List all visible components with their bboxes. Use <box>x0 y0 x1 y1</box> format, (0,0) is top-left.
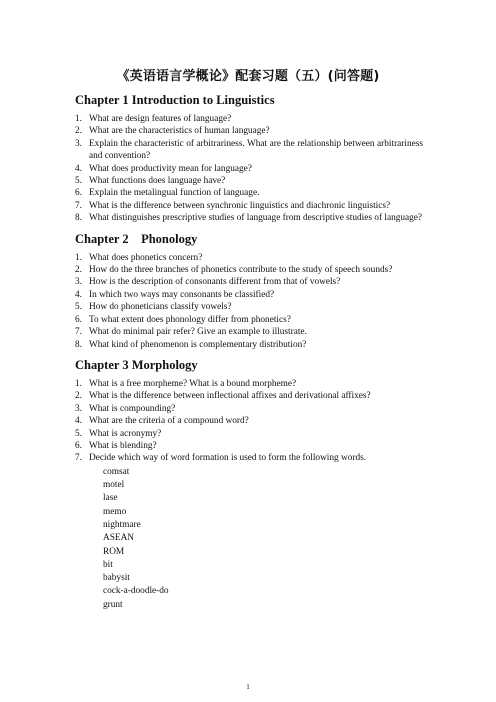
question-number: 7. <box>75 453 82 464</box>
word-item: nightmare <box>103 519 141 530</box>
question-item <box>75 175 423 187</box>
question-item <box>75 163 423 175</box>
question-text: What do minimal pair refer? Give an example to illustrate. <box>89 327 307 338</box>
question-number: 3. <box>75 403 82 414</box>
word-item: bit <box>103 559 113 570</box>
question-item <box>75 264 423 276</box>
word-item: ASEAN <box>103 533 134 544</box>
question-text: What are design features of language? <box>89 114 232 124</box>
question-item <box>75 301 423 313</box>
question-number: 4. <box>75 163 82 174</box>
question-item <box>75 390 423 402</box>
word-item: grunt <box>103 599 123 610</box>
question-number: 6. <box>75 188 82 199</box>
question-number: 5. <box>75 302 82 313</box>
question-number: 7. <box>75 200 82 211</box>
question-text: What is acronymy? <box>89 428 162 439</box>
question-number: 7. <box>75 327 82 338</box>
question-text: What kind of phenomenon is complementary distribution? <box>89 339 307 350</box>
question-text: What is blending? <box>89 440 157 451</box>
question-item <box>75 138 423 163</box>
document-content <box>75 92 423 618</box>
chapter-heading: Chapter 2 Phonology <box>75 231 198 246</box>
question-text: How is the description of consonants different from that of vowels? <box>89 277 341 288</box>
question-text: What are the criteria of a compound word? <box>89 416 249 427</box>
word-list <box>89 466 423 612</box>
question-number: 8. <box>75 339 82 350</box>
question-item <box>75 314 423 326</box>
question-number: 1. <box>75 378 82 389</box>
word-item: memo <box>103 506 127 517</box>
question-list <box>75 252 423 351</box>
question-item <box>75 187 423 199</box>
question-text: What is a free morpheme? What is a bound morpheme? <box>89 378 297 389</box>
question-number: 8. <box>75 213 82 224</box>
question-number: 2. <box>75 126 82 137</box>
chapter-heading: Chapter 3 Morphology <box>75 357 198 372</box>
question-number: 3. <box>75 277 82 288</box>
question-item <box>75 378 423 390</box>
question-item <box>75 252 423 264</box>
question-text: How do the three branches of phonetics contribute to the study of speech sounds? <box>89 265 393 276</box>
word-item: ROM <box>103 546 125 557</box>
question-item <box>75 125 423 137</box>
question-number: 1. <box>75 252 82 263</box>
word-item: lase <box>103 493 118 504</box>
chapter-heading: Chapter 1 Introduction to Linguistics <box>75 93 275 107</box>
word-item: comsat <box>103 466 130 477</box>
question-number: 2. <box>75 265 82 276</box>
word-item: babysit <box>103 573 130 584</box>
question-number: 5. <box>75 428 82 439</box>
question-text: How do phoneticians classify vowels? <box>89 302 232 313</box>
question-text: Explain the metalingual function of language. <box>89 188 260 199</box>
word-item: motel <box>103 480 125 491</box>
question-item <box>75 276 423 288</box>
question-text: Explain the characteristic of arbitrariness. What are the relationship between arbitrariness and convention? <box>89 138 423 162</box>
question-item <box>75 440 423 452</box>
question-number: 3. <box>75 138 82 149</box>
question-number: 6. <box>75 440 82 451</box>
question-item <box>75 289 423 301</box>
question-text: What are the characteristics of human language? <box>89 126 270 137</box>
question-item <box>75 326 423 338</box>
question-item <box>75 415 423 427</box>
question-number: 6. <box>75 314 82 325</box>
question-text: What does phonetics concern? <box>89 252 203 263</box>
question-item <box>75 452 423 612</box>
question-item <box>75 212 423 224</box>
question-text: What is compounding? <box>89 403 176 414</box>
question-number: 2. <box>75 391 82 402</box>
question-text: What distinguishes prescriptive studies of language from descriptive studies of language? <box>89 213 423 224</box>
question-number: 4. <box>75 416 82 427</box>
question-text: What functions does language have? <box>89 176 226 187</box>
question-text: What is the difference between synchronic linguistics and diachronic linguistics? <box>89 200 391 211</box>
question-text: What does productivity mean for language? <box>89 163 252 174</box>
question-list <box>75 378 423 612</box>
question-text: In which two ways may consonants be classified? <box>89 289 275 300</box>
question-item <box>75 339 423 351</box>
question-item <box>75 200 423 212</box>
page-number: 1 <box>246 683 250 691</box>
question-item <box>75 403 423 415</box>
question-number: 1. <box>75 114 82 124</box>
word-item: cock-a-doodle-do <box>103 586 169 597</box>
question-text: What is the difference between inflectional affixes and derivational affixes? <box>89 391 371 402</box>
question-item <box>75 428 423 440</box>
question-list <box>75 113 423 225</box>
question-item <box>75 113 423 125</box>
document-title: 《英语语言学概论》配套习题（五）(问答题) <box>116 69 380 84</box>
question-text: Decide which way of word formation is used to form the following words. <box>89 453 367 464</box>
question-number: 4. <box>75 289 82 300</box>
question-number: 5. <box>75 176 82 187</box>
question-text: To what extent does phonology differ from phonetics? <box>89 314 291 325</box>
